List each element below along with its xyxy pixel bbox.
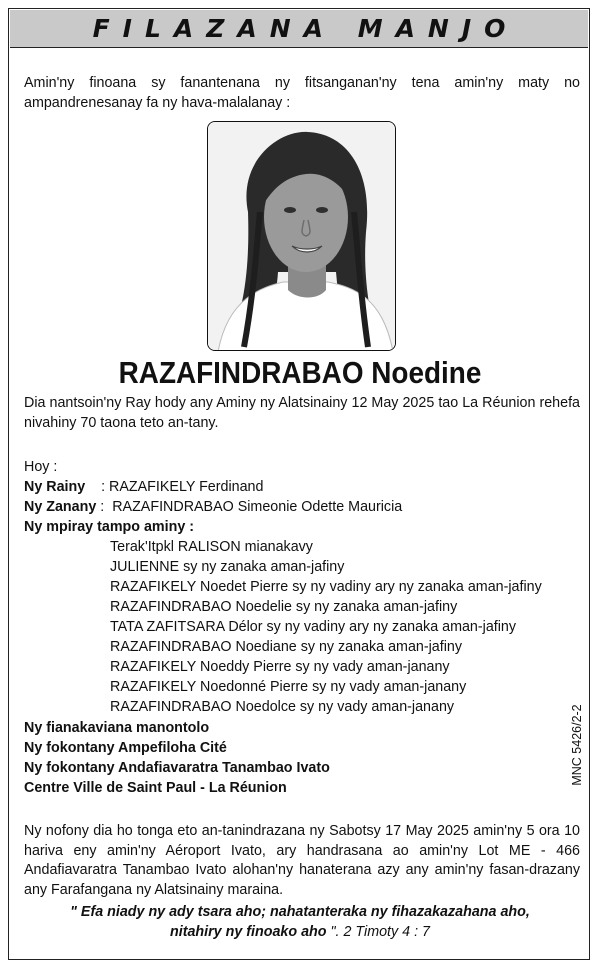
sibling-item: JULIENNE sy ny zanaka aman-jafiny (110, 559, 345, 575)
portrait-image (208, 122, 396, 351)
father-label: Ny Rainy (24, 479, 86, 495)
siblings-label: Ny mpiray tampo aminy : (24, 519, 195, 535)
sibling-item: TATA ZAFITSARA Délor sy ny vadiny ary ny zanaka aman-jafiny (110, 619, 517, 635)
sibling-item: RAZAFIKELY Noedet Pierre sy ny vadiny ary ny zanaka aman-jafiny (110, 579, 542, 595)
sibling-item: RAZAFINDRABAO Noedolce sy ny vady aman-janany (110, 699, 455, 715)
sibling-item: RAZAFIKELY Noeddy Pierre sy ny vady aman-janany (110, 659, 450, 675)
quote-line-2 (0, 922, 600, 942)
group-item: Ny fokontany Andafiavaratra Tanambao Ivato (24, 760, 330, 776)
announcement-text: Dia nantsoin'ny Ray hody any Aminy ny Alatsinainy 12 May 2025 tao La Réunion rehefa nivahiny 70 taona teto an-tany. (24, 395, 580, 431)
group-item: Ny fianakaviana manontolo (24, 720, 210, 736)
notice-title: FILAZANA MANJO (92, 14, 519, 43)
group-item: Ny fokontany Ampefiloha Cité (24, 740, 227, 756)
father-sep: : (85, 479, 110, 495)
intro-text: Amin'ny finoana sy fanantenana ny fitsanganan'ny tena amin'ny maty no ampandrenesanay fa ny hava-malalanay : (24, 75, 580, 111)
sibling-item: RAZAFINDRABAO Noedelie sy ny zanaka aman-jafiny (110, 599, 458, 615)
mother-label: Ny Zanany (24, 499, 97, 515)
father-row (24, 478, 263, 498)
sibling-item: RAZAFIKELY Noedonné Pierre sy ny vady aman-janany (110, 679, 467, 695)
sibling-item: Terak'Itpkl RALISON mianakavy (110, 539, 313, 555)
quote-line-1: " Efa niady ny ady tsara aho; nahatanteraka ny fihazakazahana aho, (70, 904, 530, 920)
mother-value: RAZAFINDRABAO Simeonie Odette Mauricia (112, 499, 403, 515)
mother-sep: : (96, 499, 113, 515)
funeral-text: Ny nofony dia ho tonga eto an-tanindrazana ny Sabotsy 17 May 2025 amin'ny 5 ora 10 hariva eny amin'ny Aéroport Ivato, ary handrasana ao amin'ny Lot ME - 466 Andafiavaratra Tanambao Ivato alohan'ny hanaterana azy any amin'ny fasan-drazany any Farafangana ny Alatsinainy maraina. (24, 823, 580, 898)
deceased-photo (207, 121, 396, 351)
quote-line-2-text: nitahiry ny finoako aho (170, 924, 327, 940)
hoy-label: Hoy : (24, 459, 58, 475)
notice-header (10, 10, 588, 48)
deceased-name: RAZAFINDRABAO Noedine (118, 355, 482, 390)
father-value: RAZAFIKELY Ferdinand (109, 479, 264, 495)
mother-row (24, 498, 402, 518)
sibling-item: RAZAFINDRABAO Noediane sy ny zanaka aman-jafiny (110, 639, 463, 655)
group-item: Centre Ville de Saint Paul - La Réunion (24, 780, 287, 796)
reference-code: MNC 5426/2-2 (570, 704, 584, 786)
quote-source: ". 2 Timoty 4 : 7 (326, 924, 430, 940)
